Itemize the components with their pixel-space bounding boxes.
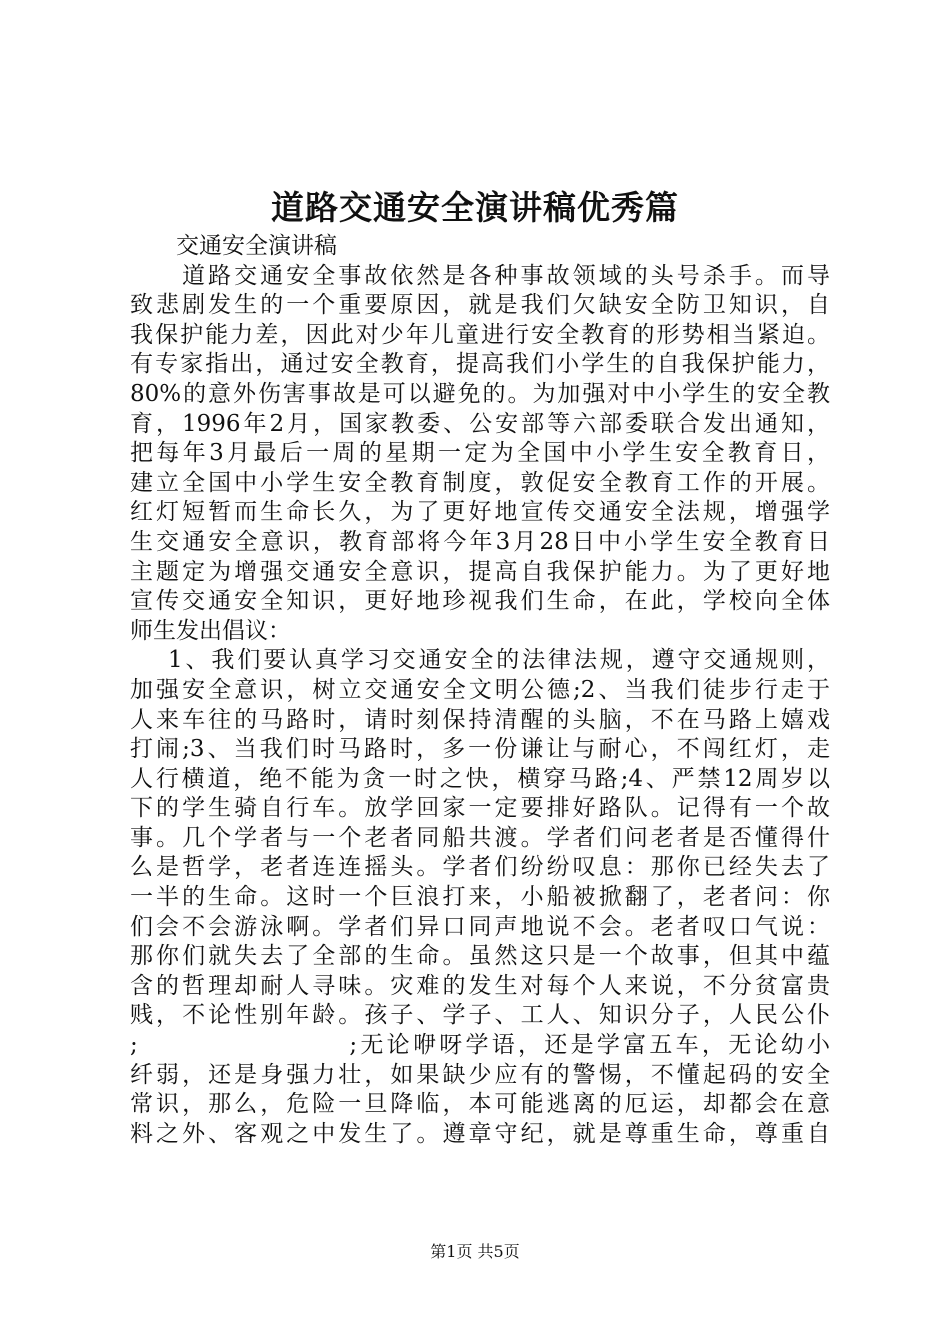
paragraph-line: 纤弱，还是身强力壮，如果缺少应有的警惕，不懂起码的安全 [130, 1061, 830, 1088]
paragraph-line: 我保护能力差，因此对少年儿童进行安全教育的形势相当紧迫。 [130, 321, 830, 348]
paragraph-line: 人行横道，绝不能为贪一时之快，横穿马路;4、严禁12周岁以 [130, 765, 830, 792]
paragraph-line: 么是哲学，老者连连摇头。学者们纷纷叹息：那你已经失去了 [130, 854, 830, 881]
document-title: 道路交通安全演讲稿优秀篇 [271, 188, 679, 227]
paragraph-line: 打闹;3、当我们时马路时，多一份谦让与耐心，不闯红灯，走 [130, 736, 830, 763]
paragraph-line: 把每年3月最后一周的星期一定为全国中小学生安全教育日， [130, 440, 830, 467]
paragraph-line: 主题定为增强交通安全意识，提高自我保护能力。为了更好地 [130, 558, 830, 585]
document-subtitle: 交通安全演讲稿 [176, 233, 337, 259]
paragraph-line: 下的学生骑自行车。放学回家一定要排好路队。记得有一个故 [130, 795, 830, 822]
paragraph-line: 致悲剧发生的一个重要原因，就是我们欠缺安全防卫知识，自 [130, 292, 830, 319]
paragraph-line: 人来车往的马路时，请时刻保持清醒的头脑，不在马路上嬉戏 [130, 706, 830, 733]
paragraph-line: 们会不会游泳啊。学者们异口同声地说不会。老者叹口气说： [130, 913, 830, 940]
paragraph-line: 红灯短暂而生命长久，为了更好地宣传交通安全法规，增强学 [130, 499, 830, 526]
paragraph-line: 有专家指出，通过安全教育，提高我们小学生的自我保护能力， [130, 351, 830, 378]
paragraph-line: 一半的生命。这时一个巨浪打来，小船被掀翻了，老者问：你 [130, 884, 830, 911]
paragraph-line: 宣传交通安全知识，更好地珍视我们生命，在此，学校向全体 [130, 588, 830, 615]
paragraph-line: 常识，那么，危险一旦降临，本可能逃离的厄运，却都会在意 [130, 1091, 830, 1118]
paragraph-line: 师生发出倡议： [130, 617, 291, 644]
page-number-footer: 第1页 共5页 [430, 1242, 520, 1261]
paragraph-line: 贱，不论性别年龄。孩子、学子、工人、知识分子，人民公仆 [130, 1002, 830, 1029]
paragraph-line: 生交通安全意识，教育部将今年3月28日中小学生安全教育日 [130, 528, 830, 555]
paragraph-line: 育，1996年2月，国家教委、公安部等六部委联合发出通知， [130, 410, 830, 437]
paragraph-line: 含的哲理却耐人寻味。灾难的发生对每个人来说，不分贫富贵 [130, 972, 830, 999]
document-body [130, 232, 830, 1149]
paragraph-line: ; ;无论咿呀学语，还是学富五车，无论幼小 [130, 1032, 830, 1059]
paragraph-line: 加强安全意识，树立交通安全文明公德;2、当我们徒步行走于 [130, 676, 830, 703]
paragraph-line: 1、我们要认真学习交通安全的法律法规，遵守交通规则， [168, 647, 830, 674]
paragraph-line: 那你们就失去了全部的生命。虽然这只是一个故事，但其中蕴 [130, 943, 830, 970]
paragraph-line: 道路交通安全事故依然是各种事故领域的头号杀手。而导 [182, 262, 830, 289]
paragraph-line: 建立全国中小学生安全教育制度，敦促安全教育工作的开展。 [130, 469, 830, 496]
paragraph-line: 事。几个学者与一个老者同船共渡。学者们问老者是否懂得什 [130, 824, 830, 851]
paragraph-line: 80%的意外伤害事故是可以避免的。为加强对中小学生的安全教 [130, 380, 830, 407]
paragraph-line: 料之外、客观之中发生了。遵章守纪，就是尊重生命，尊重自 [130, 1120, 830, 1147]
